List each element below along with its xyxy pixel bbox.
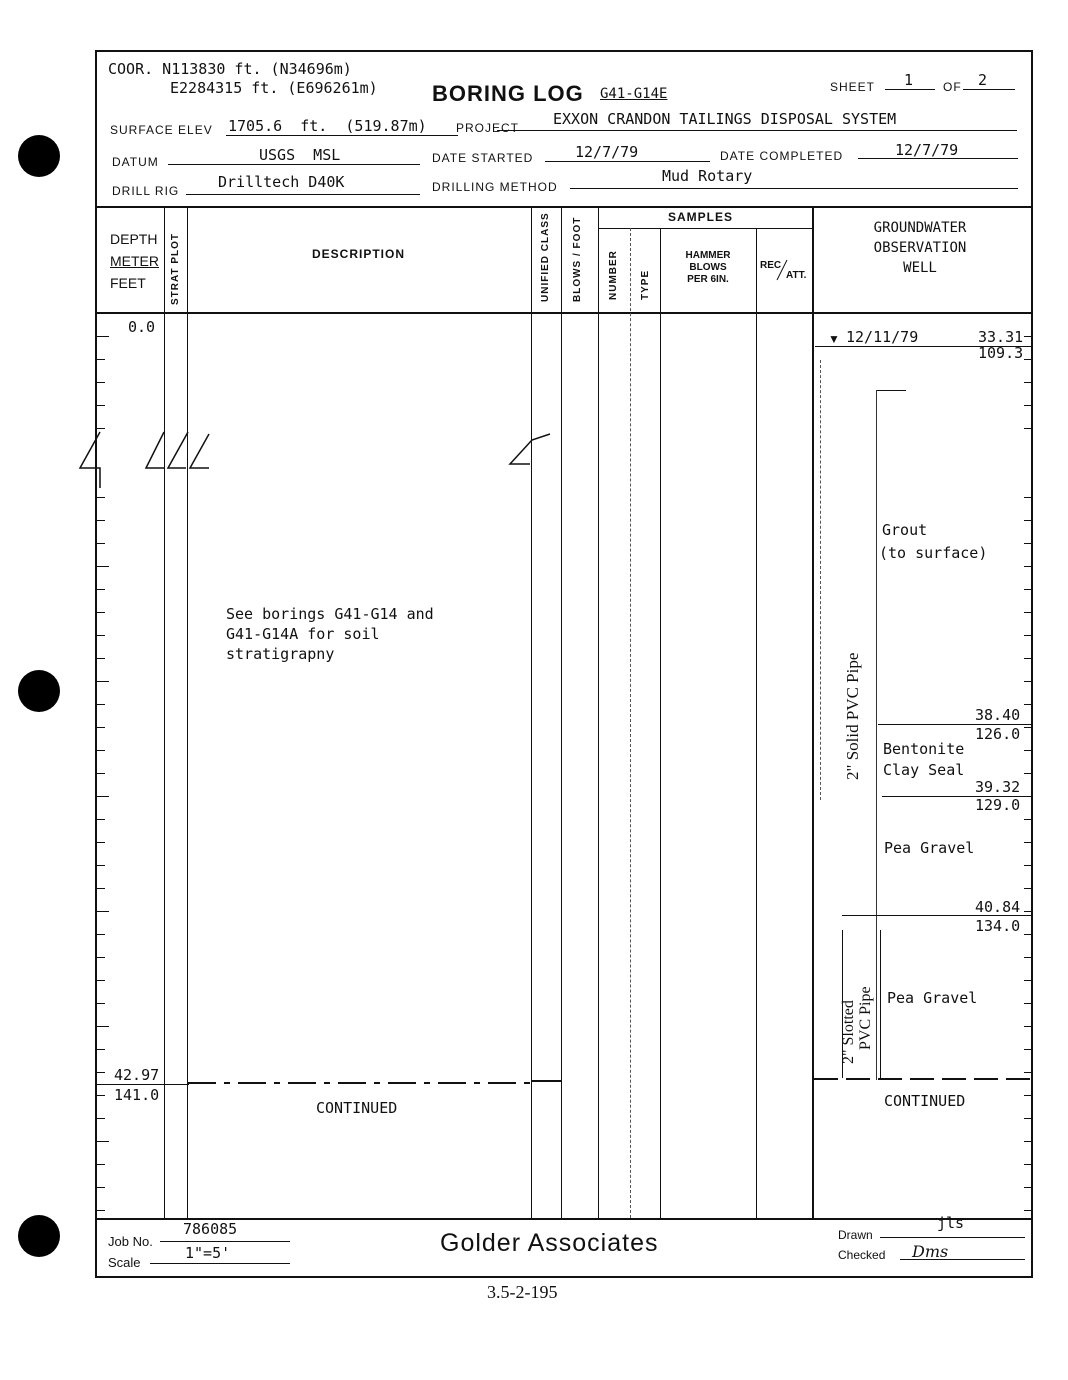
job-number-value: 786085 (183, 1220, 238, 1238)
water-level-date: 12/11/79 (846, 328, 919, 346)
well-depth-tick (1024, 405, 1032, 406)
well-depth-tick (1024, 428, 1032, 429)
well-depth-tick (1024, 888, 1032, 889)
drilling-method-label: DRILLING METHOD (432, 180, 558, 194)
well-depth-tick (1024, 1049, 1032, 1050)
depth-tick (97, 612, 105, 613)
solid-pvc-pipe-label: 2" Solid PVC Pipe (843, 652, 862, 780)
well-depth-tick (1024, 704, 1032, 705)
groundwater-header (830, 218, 1010, 278)
well-depth-tick (1024, 520, 1032, 521)
depth-tick (97, 497, 105, 498)
depth-tick (97, 1003, 105, 1004)
depth-tick (97, 336, 109, 337)
depth-tick (97, 428, 105, 429)
water-level-feet: 109.3 (978, 344, 1024, 362)
depth-tick (97, 589, 105, 590)
well-depth-tick (1024, 635, 1032, 636)
well-label: WELL (903, 260, 937, 276)
well-depth-tick (1024, 566, 1032, 567)
description-break-symbol (508, 430, 558, 470)
depth-tick (97, 1187, 105, 1188)
well-depth-tick (1024, 773, 1032, 774)
pea-gravel-label-1: Pea Gravel (884, 839, 975, 857)
number-header: NUMBER (608, 250, 619, 300)
depth-meter-label: METER (110, 253, 159, 269)
well-depth-tick (1024, 336, 1032, 337)
unified-class-header: UNIFIED CLASS (540, 212, 551, 302)
hammer-label: HAMMER (685, 250, 731, 261)
depth-bottom-feet: 141.0 (114, 1086, 160, 1104)
bentonite-top-feet: 126.0 (975, 725, 1021, 743)
depth-tick (97, 635, 105, 636)
sheet-label: SHEET (830, 80, 876, 94)
depth-tick (97, 1164, 105, 1165)
depth-tick (97, 773, 105, 774)
depth-tick (97, 980, 105, 981)
sheet-number: 1 (904, 71, 914, 89)
depth-tick (97, 865, 105, 866)
rec-header: REC (760, 260, 782, 271)
well-depth-tick (1024, 1118, 1032, 1119)
blows-label: BLOWS (689, 262, 727, 273)
depth-header (110, 228, 159, 294)
depth-tick (97, 1072, 105, 1073)
date-completed-value: 12/7/79 (895, 141, 959, 159)
grout-to-surface: (to surface) (879, 544, 988, 562)
drill-rig-value: Drilltech D40K (218, 173, 345, 191)
clay-seal-label: Clay Seal (883, 761, 965, 779)
depth-bottom-meters: 42.97 (114, 1066, 160, 1084)
slotted-top-meters: 40.84 (975, 898, 1021, 916)
well-depth-tick (1024, 1141, 1032, 1142)
att-header: ATT. (786, 270, 807, 281)
depth-tick (97, 727, 105, 728)
depth-tick (97, 957, 105, 958)
surface-elev-value: 1705.6 ft. (519.87m) (228, 117, 427, 135)
slotted-pvc-pipe-label (840, 986, 874, 1064)
per-6in-label: PER 6IN. (687, 274, 729, 285)
page-number: 3.5-2-195 (487, 1282, 558, 1302)
log-end-line (188, 1078, 533, 1088)
gravel-top-meters: 39.32 (975, 778, 1021, 796)
well-depth-tick (1024, 934, 1032, 935)
depth-tick (97, 1118, 105, 1119)
sheet-total: 2 (978, 71, 988, 89)
checked-label: Checked (838, 1248, 886, 1262)
binder-hole-bottom (18, 1215, 60, 1257)
project-value: EXXON CRANDON TAILINGS DISPOSAL SYSTEM (553, 110, 897, 128)
description-line-1: See borings G41-G14 and (226, 605, 434, 623)
date-completed-label: DATE COMPLETED (720, 149, 844, 163)
job-number-label: Job No. (108, 1234, 153, 1249)
description-line-2: G41-G14A for soil (226, 625, 380, 643)
depth-header-label: DEPTH (110, 231, 158, 247)
description-line-3: stratigrapny (226, 645, 335, 663)
groundwater-label: GROUNDWATER (873, 220, 967, 236)
depth-tick (97, 566, 109, 567)
well-depth-tick (1024, 1164, 1032, 1165)
depth-tick (97, 750, 105, 751)
slotted-pipe-line-2: PVC Pipe (857, 986, 874, 1050)
slotted-top-feet: 134.0 (975, 917, 1021, 935)
strat-plot-header: STRAT PLOT (170, 232, 181, 305)
well-depth-tick (1024, 589, 1032, 590)
well-depth-tick (1024, 681, 1032, 682)
well-depth-tick (1024, 497, 1032, 498)
observation-label: OBSERVATION (873, 240, 967, 256)
well-depth-tick (1024, 1072, 1032, 1073)
well-depth-tick (1024, 727, 1032, 728)
depth-feet-label: FEET (110, 275, 146, 291)
soil-description (226, 604, 434, 664)
depth-tick (97, 658, 105, 659)
depth-tick (97, 359, 105, 360)
coordinates-line-1: COOR. N113830 ft. (N34696m) (108, 60, 352, 78)
well-depth-tick (1024, 865, 1032, 866)
company-name: Golder Associates (440, 1229, 659, 1257)
well-depth-tick (1024, 543, 1032, 544)
bentonite-top-meters: 38.40 (975, 706, 1021, 724)
depth-tick (97, 796, 109, 797)
continued-right: CONTINUED (884, 1092, 966, 1110)
checked-signature: Dms (912, 1242, 949, 1261)
depth-break-symbol (78, 430, 213, 490)
depth-tick (97, 888, 105, 889)
boring-id: G41-G14E (600, 86, 668, 102)
well-depth-tick (1024, 750, 1032, 751)
gravel-top-feet: 129.0 (975, 796, 1021, 814)
depth-tick (97, 1141, 109, 1142)
binder-hole-top (18, 135, 60, 177)
well-depth-tick (1024, 658, 1032, 659)
depth-tick (97, 543, 105, 544)
well-depth-tick (1024, 819, 1032, 820)
drilling-method-value: Mud Rotary (662, 167, 753, 185)
pea-gravel-label-2: Pea Gravel (887, 989, 978, 1007)
bentonite-label: Bentonite (883, 740, 965, 758)
water-level-icon: ▼ (828, 332, 840, 346)
depth-tick (97, 1210, 105, 1211)
well-depth-tick (1024, 911, 1032, 912)
drawn-label: Drawn (838, 1228, 873, 1242)
datum-label: DATUM (112, 155, 159, 169)
date-started-value: 12/7/79 (575, 143, 639, 161)
well-depth-tick (1024, 1003, 1032, 1004)
project-label: PROJECT (456, 121, 520, 135)
continued-left: CONTINUED (316, 1099, 398, 1117)
well-depth-tick (1024, 1026, 1032, 1027)
depth-tick (97, 911, 109, 912)
well-depth-tick (1024, 1210, 1032, 1211)
drawn-value: jls (937, 1214, 965, 1232)
well-end-line (814, 1074, 1032, 1084)
well-depth-tick (1024, 957, 1032, 958)
depth-tick (97, 704, 105, 705)
well-depth-tick (1024, 382, 1032, 383)
datum-value: USGS MSL (259, 146, 341, 164)
hammer-blows-header (662, 250, 754, 286)
binder-hole-middle (18, 670, 60, 712)
depth-tick (97, 1026, 109, 1027)
well-depth-tick (1024, 980, 1032, 981)
depth-tick (97, 681, 109, 682)
well-depth-tick (1024, 612, 1032, 613)
well-depth-tick (1024, 1095, 1032, 1096)
well-depth-tick (1024, 359, 1032, 360)
coordinates-line-2: E2284315 ft. (E696261m) (170, 79, 378, 97)
scale-value: 1"=5' (185, 1244, 231, 1262)
depth-tick (97, 382, 105, 383)
depth-top: 0.0 (128, 318, 156, 336)
drill-rig-label: DRILL RIG (112, 184, 180, 198)
type-header: TYPE (640, 269, 651, 300)
form-title: BORING LOG (432, 81, 584, 106)
surface-elev-label: SURFACE ELEV (110, 123, 213, 137)
well-depth-tick (1024, 842, 1032, 843)
depth-tick (97, 934, 105, 935)
depth-tick (97, 520, 105, 521)
grout-label: Grout (882, 521, 928, 539)
depth-tick (97, 405, 105, 406)
samples-header: SAMPLES (668, 210, 734, 224)
depth-tick (97, 842, 105, 843)
well-depth-tick (1024, 1187, 1032, 1188)
water-level-meters: 33.31 (978, 328, 1024, 346)
scale-label: Scale (108, 1255, 141, 1270)
of-label: OF (943, 80, 962, 94)
depth-tick (97, 819, 105, 820)
blows-per-foot-header: BLOWS / FOOT (572, 216, 583, 302)
description-header: DESCRIPTION (312, 247, 406, 261)
depth-tick (97, 1095, 105, 1096)
slotted-pipe-line-1: 2" Slotted (840, 1000, 857, 1064)
date-started-label: DATE STARTED (432, 151, 534, 165)
depth-tick (97, 1049, 105, 1050)
